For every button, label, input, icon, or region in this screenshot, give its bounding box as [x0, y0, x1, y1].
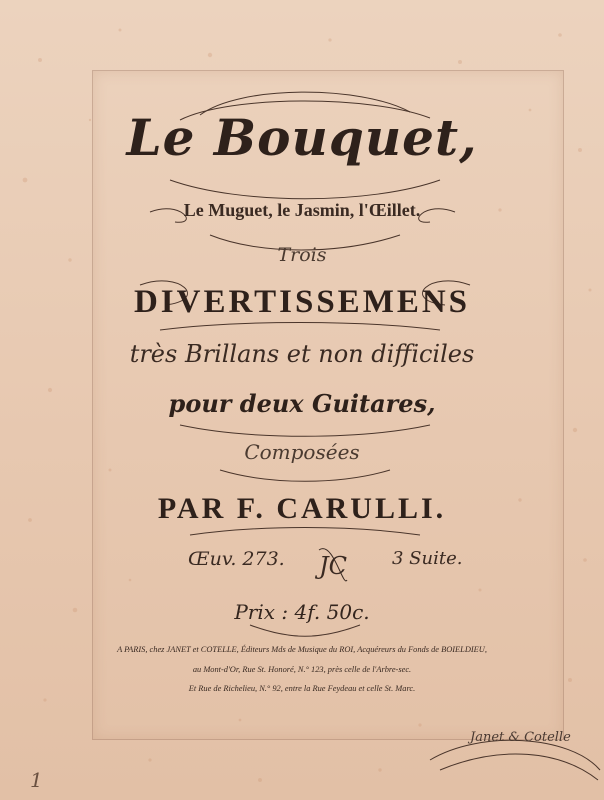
publisher-line-1: A PARIS, chez JANET et COTELLE, Éditeurs Mds de Musique du ROI, Acquéreurs du Fonds de BOIELDIEU, — [117, 645, 487, 654]
instrumentation: pour deux Guitares, — [168, 389, 436, 418]
publisher-line-2: au Mont-d'Or, Rue St. Honoré, N.° 123, près celle de l'Arbre-sec. — [192, 665, 412, 674]
monogram-text: JC — [319, 552, 347, 580]
library-stamp: Janet & Cotelle — [470, 730, 571, 745]
author: PAR F. CARULLI. — [157, 492, 447, 525]
count-label: Trois — [277, 244, 327, 266]
publisher-line-3: Et Rue de Richelieu, N.° 92, entre la Rue Feydeau et celle St. Marc. — [188, 684, 416, 693]
shelf-mark: 1 — [30, 768, 43, 792]
opus-number: Œuv. 273. — [188, 548, 285, 570]
publisher-monogram — [313, 540, 353, 590]
genre-heading: DIVERTISSEMENS — [133, 284, 471, 320]
description: très Brillans et non difficiles — [129, 340, 475, 368]
suite-number: 3 Suite. — [392, 548, 463, 569]
price: Prix : 4f. 50c. — [234, 600, 370, 624]
composed-label: Composées — [244, 440, 360, 464]
title: Le Bouquet, — [126, 108, 478, 167]
subtitle: Le Muguet, le Jasmin, l'Œillet. — [183, 200, 421, 220]
